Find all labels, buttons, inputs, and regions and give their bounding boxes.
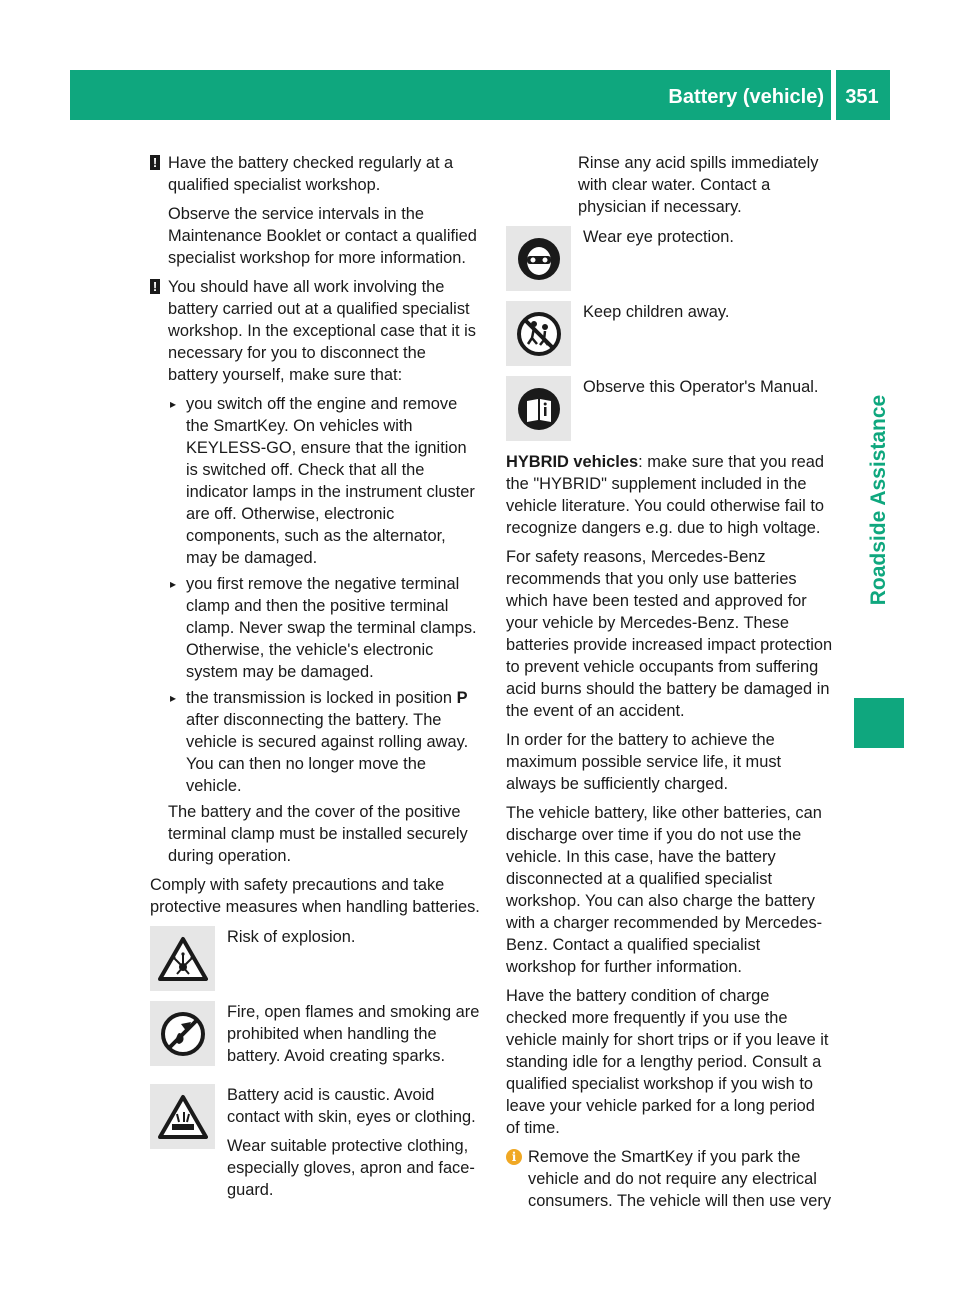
eye-protection-icon: [506, 226, 571, 291]
page-title: Battery (vehicle): [668, 86, 824, 108]
operators-manual-icon: [506, 376, 571, 441]
paragraph: Rinse any acid spills immediately with clear water. Contact a physician if necessary.: [578, 154, 819, 216]
paragraph: [506, 451, 833, 539]
left-column: [150, 152, 480, 1218]
exclamation-icon: !: [150, 155, 160, 170]
list-item: ▸ you first remove the negative terminal clamp and then the positive terminal clamp. Never swap the terminal clamps. Otherwise, the vehicle's electronic system may be damaged.: [150, 573, 480, 683]
warning-note: [150, 152, 480, 269]
list-item-text: the transmission is locked in position: [186, 689, 457, 707]
paragraph: For safety reasons, Mercedes-Benz recommends that you only use batteries which have been tested and approved for your vehicle by Mercedes-Benz. These batteries provide increased impact protection to prevent vehicle occupants from suffering acid burns should the battery be damaged in the event of an accident.: [506, 548, 833, 720]
section-marker: [854, 698, 904, 748]
no-fire-icon: [150, 1001, 215, 1066]
right-column: [506, 152, 833, 1219]
warning-text: You should have all work involving the battery carried out at a qualified specialist workshop. In the exceptional case that it is necessary for you to disconnect the battery yourself, make sure that:: [168, 278, 476, 384]
warning-text: Observe the service intervals in the Maintenance Booklet or contact a qualified specialist workshop for more information.: [168, 205, 477, 267]
symbol-row: [506, 376, 833, 441]
symbol-text: Fire, open flames and smoking are prohibited when handling the battery. Avoid creating sparks.: [227, 1003, 480, 1065]
symbol-text: Keep children away.: [583, 303, 730, 321]
page-number: 351: [845, 86, 879, 108]
paragraph: In order for the battery to achieve the maximum possible service life, it must always be sufficiently charged.: [506, 731, 782, 793]
info-icon: i: [506, 1149, 522, 1165]
paragraph: Have the battery condition of charge checked more frequently if you use the vehicle mainly for short trips or if you leave it standing idle for a lengthy period. Consult a qualified specialist workshop if you wish to leave your vehicle parked for a long period of time.: [506, 987, 829, 1137]
corrosive-warning-icon: [150, 1084, 215, 1149]
paragraph: Comply with safety precautions and take protective measures when handling batteries.: [150, 876, 480, 916]
symbol-text: Wear eye protection.: [583, 228, 734, 246]
section-tab-label: Roadside Assistance: [867, 394, 891, 606]
info-text: Remove the SmartKey if you park the vehicle and do not require any electrical consumers. The vehicle will then use very: [528, 1148, 832, 1210]
warning-note: [150, 276, 480, 386]
list-item-text: after disconnecting the battery. The vehicle is secured against rolling away. You can then no longer move the vehicle.: [186, 711, 469, 795]
gear-position: P: [456, 689, 468, 707]
warning-text: Have the battery checked regularly at a qualified specialist workshop.: [168, 154, 454, 194]
symbol-row: [150, 1084, 480, 1208]
keep-children-away-icon: [506, 301, 571, 366]
list-item: [150, 687, 480, 797]
paragraph: The vehicle battery, like other batteries, can discharge over time if you do not use the vehicle. In this case, have the battery disconnected at a qualified specialist workshop. You can also charge the battery with a charger recommended by Mercedes-Benz. Contact a qualified specialist workshop for further information.: [506, 804, 823, 976]
hybrid-text: : make sure that you read the "HYBRID" supplement included in the vehicle literature. You could otherwise fail to recognize dangers e.g. due to high voltage.: [506, 453, 824, 537]
list-item: ▸ you switch off the engine and remove the SmartKey. On vehicles with KEYLESS-GO, ensure that the ignition is switched off. Check that all the indicator lamps in the instrument cluster are off. Otherwise, electronic components, such as the alternator, may be damaged.: [150, 393, 480, 569]
symbol-text: Wear suitable protective clothing, especially gloves, apron and face-guard.: [227, 1137, 475, 1199]
symbol-text: Battery acid is caustic. Avoid contact with skin, eyes or clothing.: [227, 1086, 476, 1126]
symbol-row: [506, 301, 833, 366]
symbol-text: Risk of explosion.: [227, 928, 356, 946]
symbol-row: [150, 926, 480, 991]
section-tab: [854, 300, 904, 700]
explosion-warning-icon: [150, 926, 215, 991]
hybrid-label: HYBRID vehicles: [506, 453, 639, 471]
symbol-row: [150, 1001, 480, 1074]
exclamation-icon: !: [150, 279, 160, 294]
symbol-row: [506, 226, 833, 291]
symbol-text: Observe this Operator's Manual.: [583, 378, 819, 396]
info-note: [506, 1146, 833, 1212]
paragraph: The battery and the cover of the positive terminal clamp must be installed securely during operation.: [168, 803, 468, 865]
